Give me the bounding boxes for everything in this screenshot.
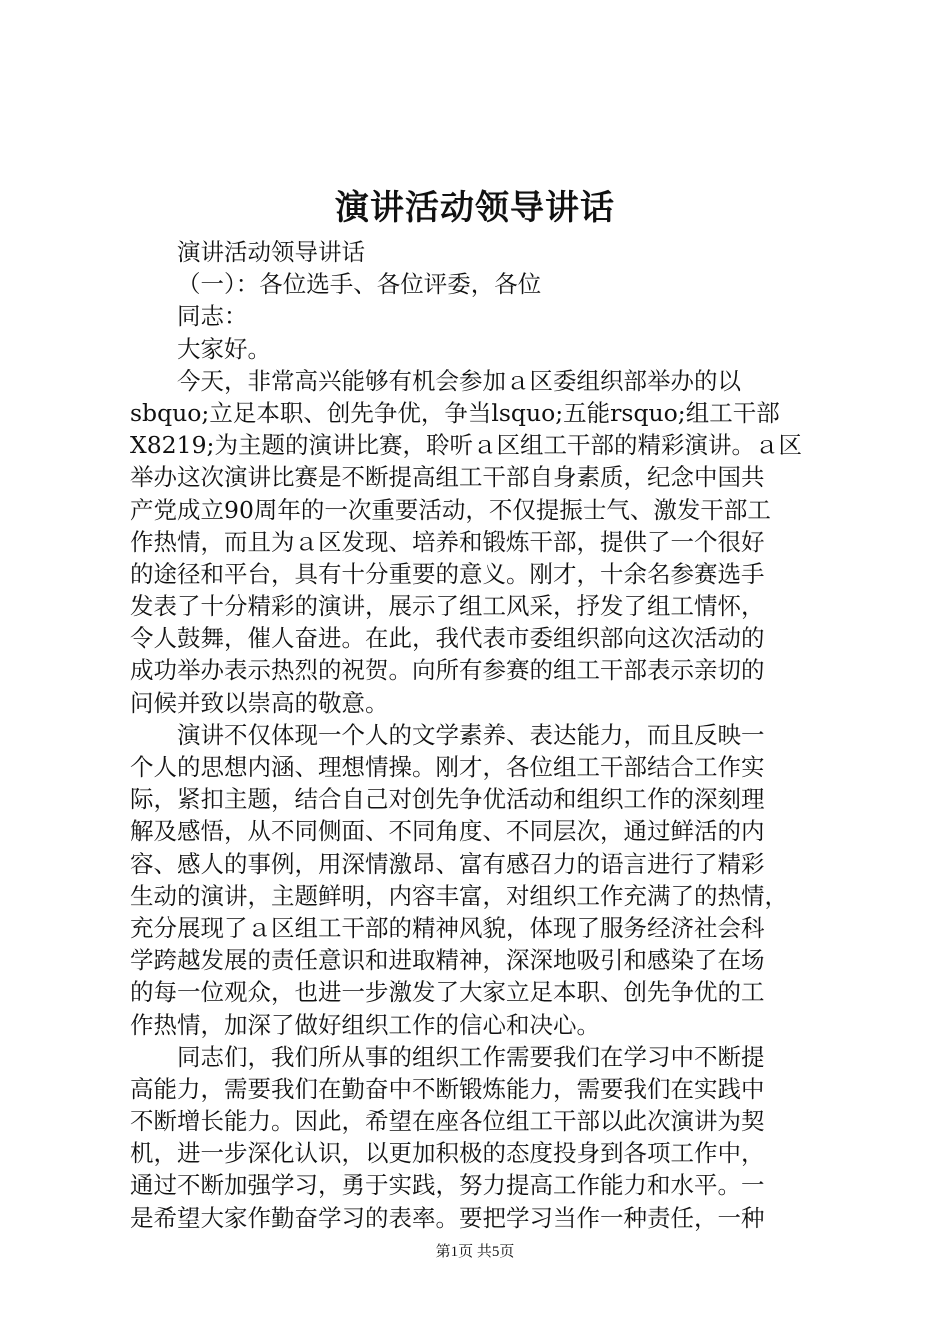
body-line: 的途径和平台，具有十分重要的意义。刚才，十余名参赛选手 [130,559,765,588]
body-line: 生动的演讲，主题鲜明，内容丰富，对组织工作充满了的热情， [130,881,788,910]
page-footer: 第1页 共5页 [435,1244,515,1260]
body-line: 的每一位观众，也进一步激发了大家立足本职、创先争优的工 [130,978,765,1007]
body-line: 成功举办表示热烈的祝贺。向所有参赛的组工干部表示亲切的 [130,656,765,685]
body-line: 发表了十分精彩的演讲，展示了组工风采，抒发了组工情怀， [130,592,765,621]
body-line: 举办这次演讲比赛是不断提高组工干部自身素质，纪念中国共 [130,463,765,492]
document-title: 演讲活动领导讲话 [335,188,615,228]
body-line: 产党成立90周年的一次重要活动，不仅提振士气、激发干部工 [130,495,771,524]
body-line: 大家好。 [177,334,271,363]
body-line: 充分展现了ａ区组工干部的精神风貌，体现了服务经济社会科 [130,913,765,942]
body-line: （一）：各位选手、各位评委，各位 [177,270,542,299]
body-line: X8219;为主题的演讲比赛，聆听ａ区组工干部的精彩演讲。ａ区 [130,431,802,460]
body-line: 是希望大家作勤奋学习的表率。要把学习当作一种责任，一种 [130,1203,765,1232]
body-line: 通过不断加强学习，勇于实践，努力提高工作能力和水平。一 [130,1171,765,1200]
body-line: 演讲不仅体现一个人的文学素养、表达能力，而且反映一 [177,720,765,749]
body-line: sbquo;立足本职、创先争优，争当lsquo;五能rsquo;组工干部 [130,398,780,427]
body-line: 高能力，需要我们在勤奋中不断锻炼能力，需要我们在实践中 [130,1074,765,1103]
body-line: 今天，非常高兴能够有机会参加ａ区委组织部举办的以 [177,366,741,395]
body-line: 令人鼓舞，催人奋进。在此，我代表市委组织部向这次活动的 [130,624,765,653]
body-line: 同志们，我们所从事的组织工作需要我们在学习中不断提 [177,1042,765,1071]
document-body [130,236,830,1234]
body-line: 作热情，加深了做好组织工作的信心和决心。 [130,1010,600,1039]
body-line: 解及感悟，从不同侧面、不同角度、不同层次，通过鲜活的内 [130,817,765,846]
body-line: 演讲活动领导讲话 [177,238,365,266]
body-line: 同志： [177,302,248,331]
body-line: 不断增长能力。因此，希望在座各位组工干部以此次演讲为契 [130,1107,765,1136]
body-line: 机，进一步深化认识，以更加积极的态度投身到各项工作中， [130,1139,765,1168]
body-line: 容、感人的事例，用深情激昂、富有感召力的语言进行了精彩 [130,849,765,878]
body-line: 作热情，而且为ａ区发现、培养和锻炼干部，提供了一个很好 [130,527,765,556]
body-line: 问候并致以崇高的敬意。 [130,688,389,717]
body-line: 个人的思想内涵、理想情操。刚才，各位组工干部结合工作实 [130,753,765,781]
body-line: 际，紧扣主题，结合自己对创先争优活动和组织工作的深刻理 [130,785,765,814]
body-line: 学跨越发展的责任意识和进取精神，深深地吸引和感染了在场 [130,946,765,975]
